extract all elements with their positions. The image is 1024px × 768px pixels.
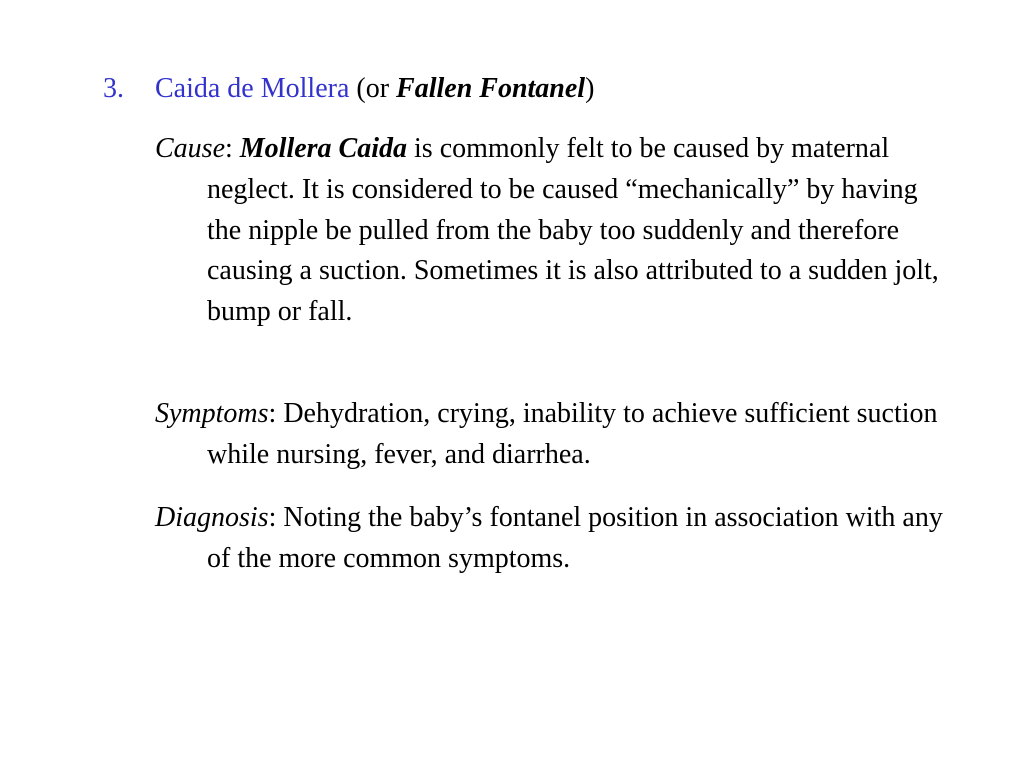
heading-alt-name: Fallen Fontanel: [396, 73, 586, 104]
slide-heading: [103, 69, 594, 109]
diagnosis-label: Diagnosis: [155, 502, 269, 533]
cause-term: Mollera Caida: [239, 133, 408, 164]
symptoms-text: : Dehydration, crying, inability to achieve sufficient suction while nursing, fever, and diarrhea.: [207, 398, 938, 470]
heading-close: ): [585, 73, 595, 104]
diagnosis-paragraph: [155, 498, 947, 580]
diagnosis-text: : Noting the baby’s fontanel position in association with any of the more common symptoms.: [207, 502, 943, 574]
heading-title: Caida de Mollera: [155, 73, 350, 104]
cause-label: Cause: [155, 133, 225, 164]
symptoms-label: Symptoms: [155, 398, 269, 429]
symptoms-paragraph: [155, 394, 947, 476]
cause-paragraph: [155, 129, 947, 333]
list-number: 3.: [103, 73, 124, 104]
cause-text: is commonly felt to be caused by maternal neglect. It is considered to be caused “mechanically” by having the nipple be pulled from the baby too suddenly and therefore causing a suction. Sometimes it is also attributed to a sudden jolt, bump or fall.: [207, 133, 939, 328]
cause-colon: :: [225, 133, 240, 164]
heading-or-open: (or: [349, 73, 397, 104]
